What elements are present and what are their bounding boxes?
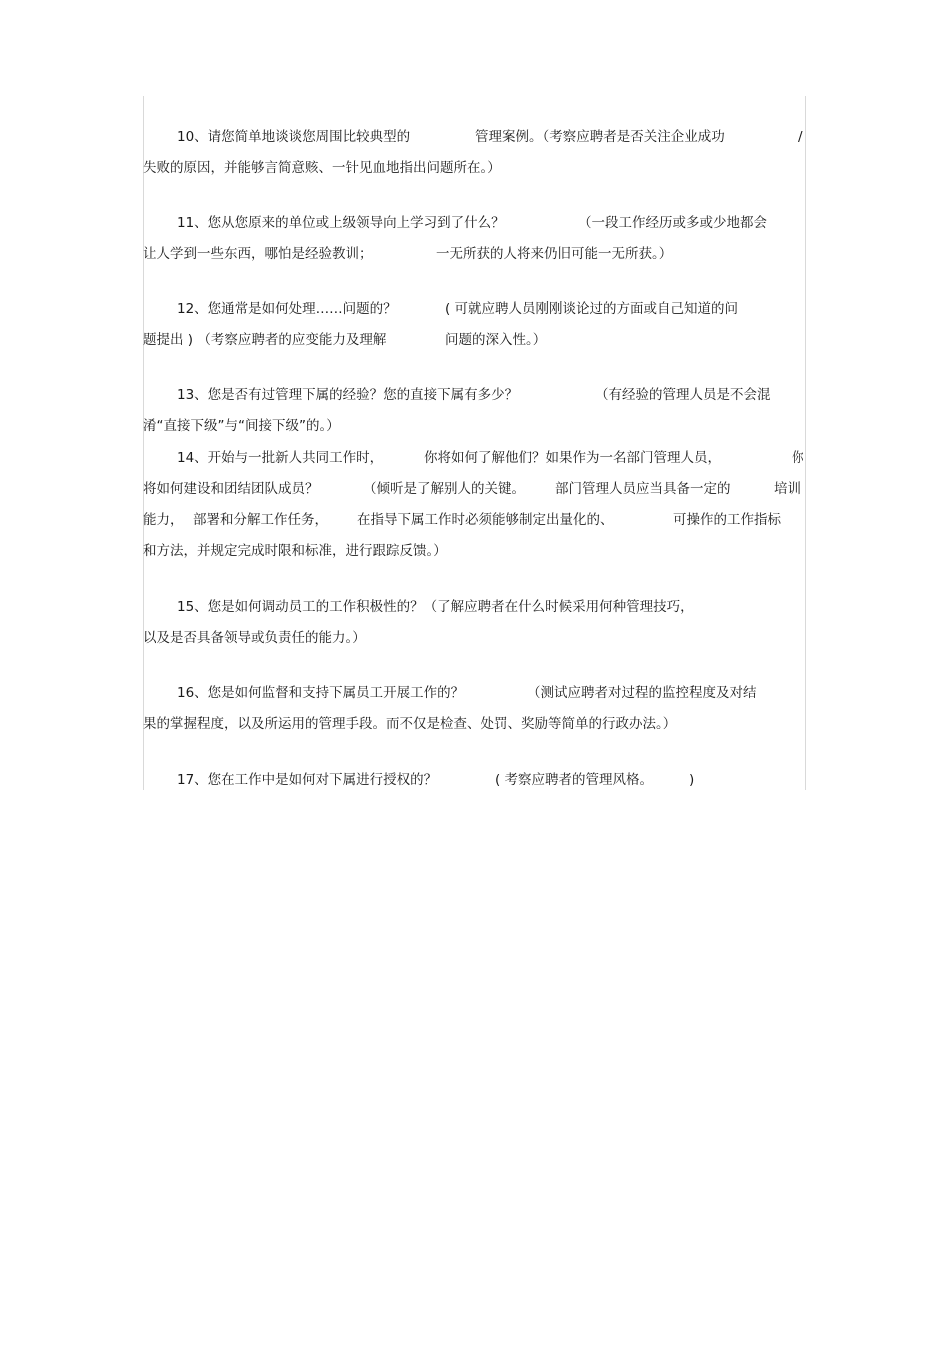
text-segment: 13、您是否有过管理下属的经验？您的直接下属有多少？	[177, 387, 519, 403]
text-segment: 失败的原因，并能够言简意赅、一针见血地指出问题所在。）	[143, 160, 501, 176]
text-segment: 果的掌握程度，以及所运用的管理手段。而不仅是检查、处罚、奖励等简单的行政办法。）	[143, 716, 677, 732]
text-segment: 将如何建设和团结团队成员？	[143, 481, 319, 497]
text-segment: 可操作的工作指标	[673, 512, 781, 528]
text-segment: ( 考察应聘者的管理风格。	[495, 772, 654, 788]
text-segment: 部门管理人员应当具备一定的	[555, 481, 731, 497]
text-segment: 问题的深入性。）	[445, 332, 547, 348]
text-segment: 你	[792, 450, 804, 466]
text-segment: )	[689, 772, 695, 788]
text-segment: 15、您是如何调动员工的工作积极性的？（了解应聘者在什么时候采用何种管理技巧，	[177, 599, 694, 615]
text-segment: 题提出 ) （考察应聘者的应变能力及理解	[143, 332, 387, 348]
text-segment: 让人学到一些东西，哪怕是经验教训；	[143, 246, 373, 262]
text-segment: /	[798, 129, 803, 145]
text-segment: 以及是否具备领导或负责任的能力。）	[143, 630, 366, 646]
text-segment: 能力，	[143, 512, 184, 528]
text-segment: 11、您从您原来的单位或上级领导向上学习到了什么？	[177, 215, 505, 231]
text-segment: 16、您是如何监督和支持下属员工开展工作的？	[177, 685, 465, 701]
text-segment: 管理案例。（考察应聘者是否关注企业成功	[475, 129, 725, 145]
text-segment: 17、您在工作中是如何对下属进行授权的？	[177, 772, 438, 788]
text-segment: 和方法，并规定完成时限和标准，进行跟踪反馈。）	[143, 543, 447, 559]
text-segment: （一段工作经历或多或少地都会	[578, 215, 767, 231]
text-segment: 一无所获的人将来仍旧可能一无所获。）	[436, 246, 673, 262]
text-segment: 在指导下属工作时必须能够制定出量化的、	[357, 512, 614, 528]
text-segment: 10、请您简单地谈谈您周围比较典型的	[177, 129, 411, 145]
text-segment: 部署和分解工作任务，	[193, 512, 328, 528]
text-segment: 培训	[774, 481, 801, 497]
text-segment: 淆“直接下级”与“间接下级”的。）	[143, 418, 340, 434]
text-segment: 12、您通常是如何处理……问题的？	[177, 301, 397, 317]
text-segment: （倾听是了解别人的关键。	[363, 481, 525, 497]
text-segment: 你将如何了解他们？如果作为一名部门管理人员，	[424, 450, 721, 466]
text-segment: ( 可就应聘人员刚刚谈论过的方面或自己知道的问	[445, 301, 739, 317]
text-segment: 14、开始与一批新人共同工作时，	[177, 450, 384, 466]
text-segment: （测试应聘者对过程的监控程度及对结	[527, 685, 757, 701]
text-segment: （有经验的管理人员是不会混	[595, 387, 771, 403]
